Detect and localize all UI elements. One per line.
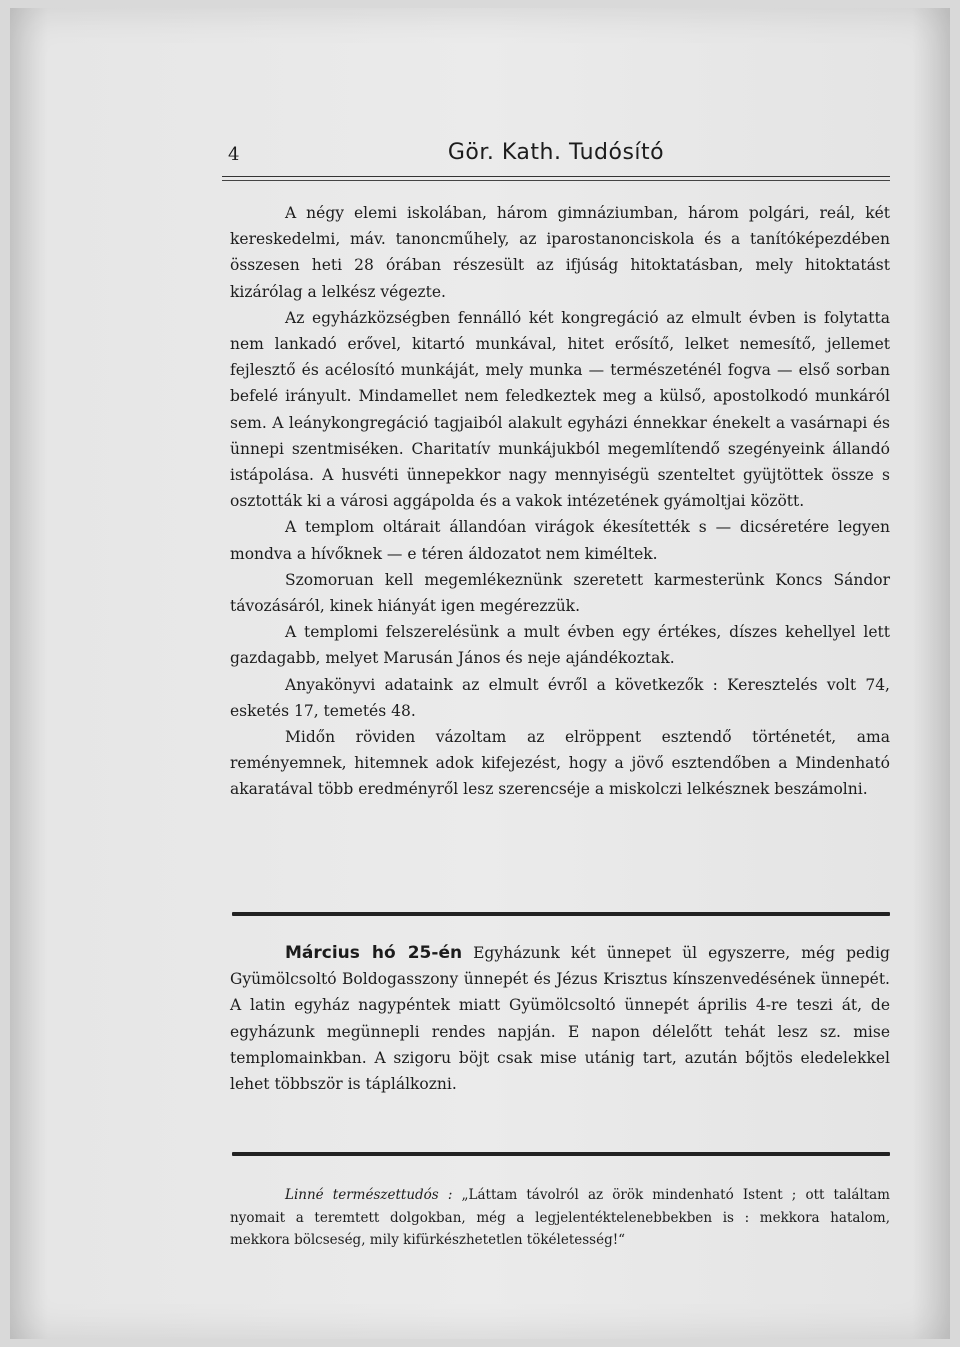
header-rule (222, 176, 890, 181)
page-header (222, 136, 890, 176)
paragraph: A négy elemi iskolában, három gimnáziumban, három polgári, reál, két kereskedelmi, máv. tanoncműhely, az iparostanonciskola és a tanítóképezdében összesen heti 28 órában részesült az ifjúság hitoktatásban, mely hitoktatást kizárólag a lelkész végezte. (230, 204, 890, 301)
page-number: 4 (228, 144, 240, 165)
paragraph: Szomoruan kell megemlékeznünk szeretett karmesterünk Koncs Sándor távozásáról, kinek hiányát igen megérezzük. (230, 570, 890, 616)
paragraph: Midőn röviden vázoltam az elröppent esztendő történetét, ama reményemnek, hitemnek adok kifejezést, hogy a jövő esztendőben a Mindenható akaratával több eredményről lesz szerencséje a miskolczi lelkésznek beszámolni. (230, 728, 890, 799)
section-divider (232, 912, 890, 916)
section-parish-report (230, 200, 890, 803)
lead-phrase: Március hó 25-én (285, 943, 463, 963)
running-title: Gör. Kath. Tudósító (447, 140, 665, 165)
section-march-25 (230, 940, 890, 1097)
paragraph (230, 940, 890, 1097)
paragraph: Anyakönyvi adataink az elmult évről a következők : Keresztelés volt 74, esketés 17, temetés 48. (230, 675, 890, 720)
paragraph: A templom oltárait állandóan virágok ékesítették s — dicséretére legyen mondva a hívőknek — e téren áldozatot nem kiméltek. (230, 518, 890, 563)
quote-text: „Láttam távolról az örök mindenható Istent ; ott találtam nyomait a teremtett dolgokban, még a legjelentéktelenebbekben is : mekkora hatalom, mekkora bölcseség, mily kifürkészhetetlen tökéletesség!“ (230, 1187, 890, 1248)
paragraph: Az egyházközségben fennálló két kongregáció az elmult évben is folytatta nem lankadó erővel, kitartó munkával, hitet erősítő, lelket nemesítő, jellemet fejlesztő és acélosító munkáját, mely munka — természeténél fogva — első sorban befelé irányult. Mindamellet nem feledkeztek meg a külső, apostolkodó munkáról sem. A leánykongregáció tagjaiból alakult egyházi énnekkar énekelt a vasárnapi és ünnepi szentmiséken. Charitatív munkájukból megemlítendő szegényeink állandó istápolása. A husvéti ünnepekkor nagy mennyiségü szenteltet gyüjtöttek össze s osztották ki a városi aggápolda és a vakok intézetének gyámoltjai között. (230, 308, 890, 511)
quote-block (230, 1184, 890, 1252)
quote-source: Linné természettudós : (285, 1187, 453, 1203)
section-divider (232, 1152, 890, 1156)
paragraph: A templomi felszerelésünk a mult évben egy értékes, díszes kehellyel lett gazdagabb, melyet Marusán János és neje ajándékoztak. (230, 623, 890, 668)
paragraph-text: Egyházunk két ünnepet ül egyszerre, még pedig Gyümölcsoltó Boldogasszony ünnepét és Jézus Krisztus kínszenvedésének ünnepét. A latin egyház nagypéntek miatt Gyümölcsoltó ünnepét április 4-re teszi át, de egyházunk megünnepli rendes napján. E napon délelőtt tehát lesz sz. mise templomainkban. A szigoru böjt csak mise utánig tart, azután bőjtös eledelekkel lehet többször is táplálkozni. (230, 944, 890, 1094)
